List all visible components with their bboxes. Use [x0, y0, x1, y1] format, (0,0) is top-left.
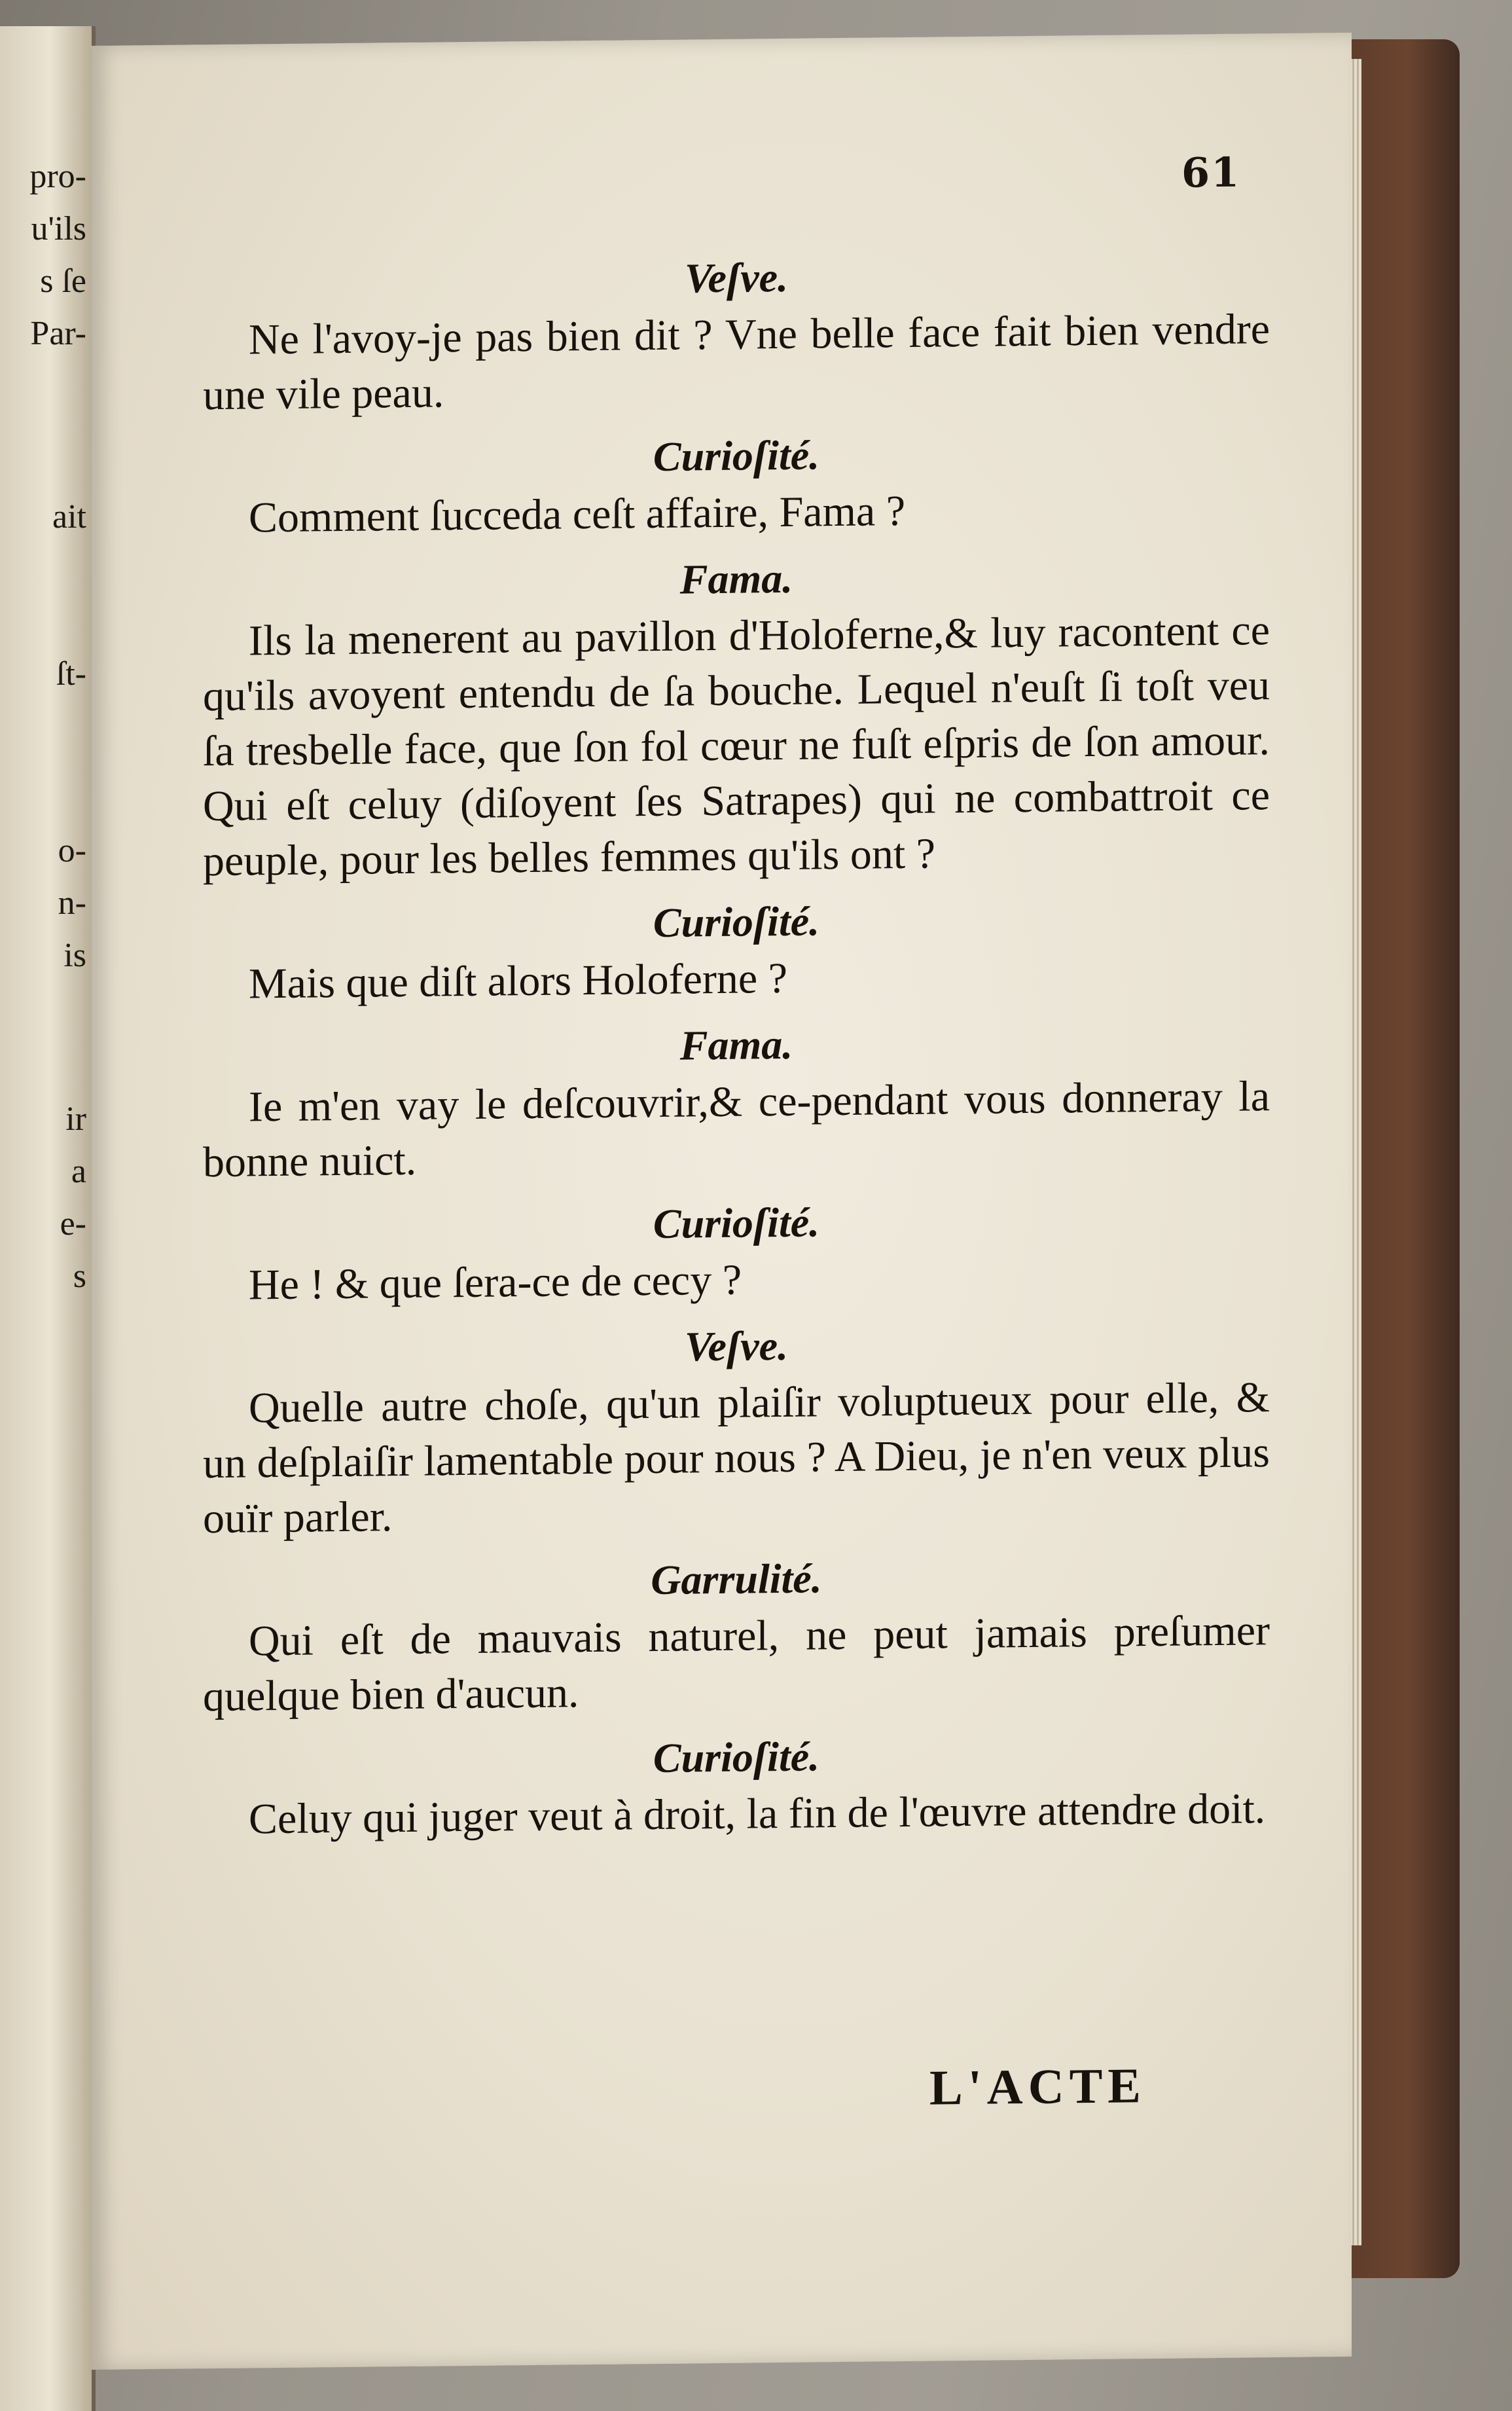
speech-text: Mais que diſt alors Holoferne ? — [249, 954, 787, 1008]
dialogue-text — [203, 243, 1270, 1857]
left-page-edge — [0, 26, 96, 2411]
speech-text: He ! & que ſera-ce de cecy ? — [249, 1256, 742, 1309]
speech-text: Comment ſucceda ceſt affaire, Fama ? — [249, 486, 905, 542]
speech-text: Qui eſt de mauvais naturel, ne peut jamais preſumer quelque bien d'aucun. — [203, 1606, 1270, 1721]
left-page-fragment: e- — [60, 1205, 86, 1242]
speaker-name: Curioſité. — [653, 431, 820, 480]
speech-text: Ie m'en vay le deſcouvrir,& ce-pendant vous donneray la bonne nuict. — [203, 1072, 1270, 1187]
speaker-name: Curioſité. — [653, 897, 820, 947]
left-page-fragment: o- — [58, 832, 86, 869]
speaker-name: Garrulité. — [651, 1555, 822, 1604]
speaker-name: Fama. — [679, 554, 793, 603]
speaker-name: Fama. — [679, 1021, 793, 1069]
left-page-fragment: s ſe — [40, 263, 86, 300]
left-page-fragment: u'ils — [31, 210, 86, 247]
speaker-name: Veſve. — [684, 1322, 789, 1370]
page-number: 61 — [1181, 148, 1241, 197]
left-page-fragment: a — [71, 1153, 86, 1190]
catchword: L'ACTE — [929, 2058, 1146, 2116]
speech-text: Ils la menerent au pavillon d'Holoferne,& luy racontent ce qu'ils avoyent entendu de ſa bouche. Lequel n'euſt ſi toſt veu ſa tresbelle face, que ſon fol cœur ne fuſt eſpris de ſon amour. Qui eſt celuy (diſoyent ſes Satrapes) qui ne combattroit ce peuple, pour les belles femmes qu'ils ont ? — [203, 606, 1270, 886]
speaker-name: Curioſité. — [653, 1199, 820, 1248]
left-page-fragment: ait — [52, 498, 86, 535]
left-page-fragment: s — [73, 1258, 86, 1295]
book-page — [92, 33, 1352, 2370]
left-page-fragment: ſt- — [56, 655, 86, 693]
speaker-name: Veſve. — [684, 253, 789, 302]
left-page-fragment: Par- — [30, 315, 86, 352]
left-page-fragment: pro- — [29, 158, 86, 195]
left-page-fragment: ir — [65, 1100, 86, 1138]
speaker-name: Curioſité. — [653, 1733, 820, 1782]
left-page-fragment: n- — [58, 884, 86, 922]
speech-text: Quelle autre choſe, qu'un plaiſir voluptueux pour elle, & un deſplaiſir lamentable pour nous ? A Dieu, je n'en veux plus ouïr parler. — [203, 1373, 1270, 1543]
speech-text: Ne l'avoy-je pas bien dit ? Vne belle face fait bien vendre une vile peau. — [203, 305, 1270, 420]
left-page-fragment: is — [63, 937, 86, 974]
speech-text: Celuy qui juger veut à droit, la fin de l'œuvre attendre doit. — [249, 1785, 1266, 1843]
